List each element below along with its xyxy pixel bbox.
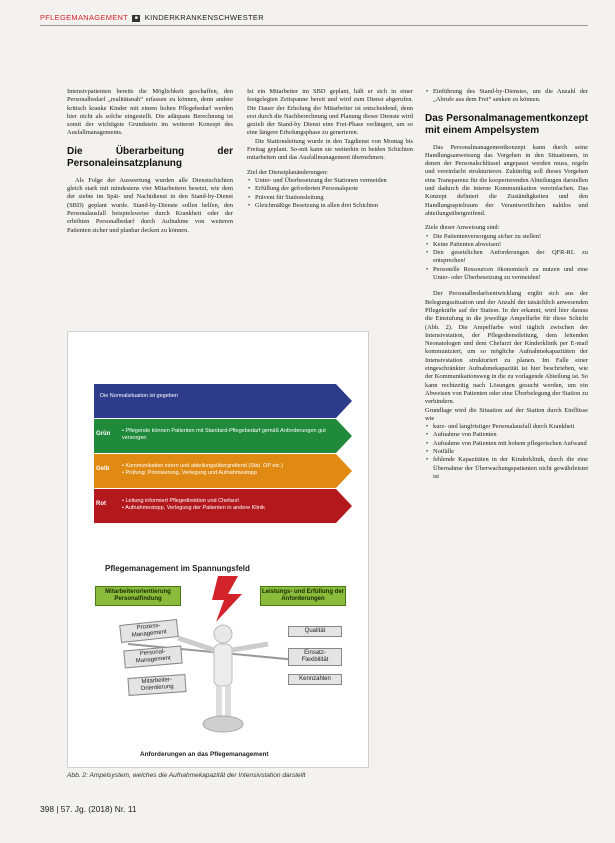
traffic-bar-blue: Die Normalsituation ist gegeben — [94, 384, 352, 418]
running-header — [40, 13, 264, 22]
list-item: • fehlende Kapazitäten in der Kinderklinik, durch die eine Übernahme der Überwachungspatienten nicht gewährleistet ist — [425, 456, 588, 481]
intro-paragraph: Intensivpatienten bereits die Möglichkeit geschaffen, den Personalbedarf „realitätsnah“ erfassen zu können, denn andere kritisch kranke Kinder mit einem hohen Pflegebedarf werden hier nicht als solche eingestellt. Die adäquate Berechnung ist somit der wichtigste Grundstein im weiteren Konzept des Ausfallmanagements. — [67, 88, 233, 137]
header-rule — [40, 25, 588, 26]
goals-intro: Ziele dieser Anweisung sind: — [425, 224, 500, 232]
list-item: • kurz- und langfristiger Personalausfall durch Krankheit — [425, 423, 588, 431]
column-1 — [67, 88, 233, 235]
list-item: • Gleichmäßige Besetzung in allen drei Schichten — [247, 202, 413, 210]
column-2 — [247, 88, 413, 210]
goals-intro: Ziel der Dienstplanänderungen: — [247, 168, 328, 176]
sign-prozess-management: Prozess-Management — [119, 619, 179, 643]
level-label: Rot — [96, 501, 106, 507]
factors-list — [425, 423, 588, 481]
list-item: • Keine Patienten abweisen! — [425, 241, 588, 249]
body-paragraph: Als Folge der Auswertung wurden alle Dienstschichten gleich stark mit mindestens vier Mitarbeitern besetzt, wie dem der siebte im Spät- und Nachtdienst in den Stand-by-Dienst (SBD) geplant wurde. Stand-by-Dienste sollen helfen, den Personalausfall beispielsweise durch Krankheit oder der erhöhten Personalbedarf durch Aufnahme von weiteren Patienten sicher und planbar decken zu können. — [67, 176, 233, 234]
sign-mitarbeiter-orientierung: Mitarbeiter-Orientierung — [127, 674, 186, 696]
traffic-light-figure — [67, 331, 369, 768]
page-footer: 398 | 57. Jg. (2018) Nr. 11 — [40, 804, 137, 814]
list-item: • Notfälle — [425, 448, 588, 456]
top-bullets — [425, 88, 588, 105]
sign-einsatz-flexibilitaet: Einsatz-Flexibilität — [288, 648, 342, 666]
column-3 — [425, 88, 588, 481]
traffic-bar-green: Grün • Pflegende können Patienten mit Standard-Pflegebedarf gemäß Anforderungen gut versorgen — [94, 419, 352, 453]
level-label: Gelb — [96, 466, 110, 472]
traffic-bar-yellow: Gelb • Kommunikation intern und abteilungsübergreifend (Stat. OP etc.) • Prüfung: Priorisierung, Verlegung und Aufnahmestopp — [94, 454, 352, 488]
figure-bottom-label: Anforderungen an das Pflegemanagement — [140, 751, 269, 758]
list-item: • Die Patientenversorgung sicher zu stellen! — [425, 233, 588, 241]
sign-personal-management: Personal-Management — [123, 646, 182, 669]
subsection-label: KINDERKRANKENSCHWESTER — [144, 13, 264, 22]
traffic-bar-red: Rot • Leitung informiert Pflegedirektion und Chefarzt • Aufnahmestopp, Verlegung der Patienten in andere Klinik — [94, 489, 352, 523]
section-heading-personalmanagement: Das Personalmanagementkonzept mit einem Ampelsystem — [425, 112, 588, 136]
section-separator-icon: ■ — [132, 15, 140, 22]
goals-list — [247, 177, 413, 210]
body-paragraph: Die Stationsleitung wurde in den Tagdienst von Montag bis Freitag geplant. So-mit kann sie weiterhin in beiden Schichten mitarbeiten und das Ausfallmanagement übernehmen. — [247, 137, 413, 162]
body-paragraph: Der Personalbedarfsentwicklung ergibt sich aus der Belegungssituation und der Anzahl der tatsächlich anwesenden Pflegekräfte auf der Station. In der erkannt, wird hier daraus die Einstufung in die jeweilige Ampelfarbe für diese Schicht (Abb. 2). Die Ampelfarbe wird täglich zwischen der Intensivstation, der Pflegedienstleitung, dem leitenden Neonatologen und dem Chefarzt der Kinderklinik per E-mail kommuniziert, um so mögliche Aufnahmekapazitäten der Intensivstation strukturiert zu planen. Im Falle einer eingeschränkter Aufnahmekapazität ist hier beschrieben, wie der Kommunikationsweg in die zu vorlagende Abteilung ist. So kann rechtzeitig nach Lösungen gesucht werden, um ein Abweisen von Patienten oder eine Überbelegung der Station zu verhindern. — [425, 290, 588, 406]
left-requirement-box: Mitarbeiterorientierung Personalfindung — [95, 586, 181, 606]
factors-intro: Grundlage wird die Situation auf der Station durch Einflüsse wie — [425, 406, 588, 422]
list-item: • Aufnahme von Patienten — [425, 431, 588, 439]
body-paragraph: Das Personalmanagementkonzept kann durch seine Handlungsanweisung das Vorgehen in den Situationen, in denen der Personalschlüssel angepasst werden muss, regeln und vereinfacht strukturieren. Zukünftig soll dieses Vorgehen eine Transparenz für die kooperierenden Abteilungen darstellen und dadurch die interne Kommunikation vereinfachen. Das Konzept definiert die Zuständigkeiten und den Handlungsspielraum der Verantwortlichen nahtlos und abteilungsübergreifend. — [425, 143, 588, 217]
list-item: • Unter- und Überbesetzung der Stationen vermeiden — [247, 177, 413, 185]
sign-qualitaet: Qualität — [288, 626, 342, 637]
section-label: PFLEGEMANAGEMENT — [40, 13, 129, 22]
list-item: • Aufnahme von Patienten mit hohem pflegerischen Aufwand — [425, 440, 588, 448]
level-label: Grün — [96, 431, 111, 437]
figure-title: Pflegemanagement im Spannungsfeld — [105, 564, 250, 573]
list-item: • Erfüllung der geforderten Personalquote — [247, 185, 413, 193]
section-heading-ueberarbeitung: Die Überarbeitung der Personaleinsatzplanung — [67, 145, 233, 169]
figure-caption: Abb. 2: Ampelsystem, welches die Aufnahmekapazität der Intensivstation darstellt — [67, 772, 306, 779]
list-item: • Prävent für Stationsleitung — [247, 194, 413, 202]
list-item: • Den gesetzlichen Anforderungen der QFR-RL zu entsprechen! — [425, 249, 588, 266]
sign-kennzahlen: Kennzahlen — [288, 674, 342, 685]
list-item: • Einführung des Stand-by-Dienstes, um die Anzahl der „Abrufe aus dem Frei“ senken zu können. — [425, 88, 588, 105]
body-paragraph: Ist ein Mitarbeiter im SBD geplant, hält er sich in einer festgelegten Zeitspanne bereit und wird zum Dienst abgerufen. Die Dauer der Erholung der Mitarbeiter ist entscheidend, denn erst durch die Nachberechnung und Planung dieser Dienste wird gezielt der Stand-by Dienst eine Frei-Phase verlängert, um so eine längere Erholungsphase zu generieren. — [247, 88, 413, 137]
right-requirement-box: Leistungs- und Erfüllung der Anforderungen — [260, 586, 346, 606]
goals-list — [425, 233, 588, 283]
list-item: • Personelle Ressourcen ökonomisch zu nutzen und eine Unter- oder Überbesetzung zu vermeiden! — [425, 266, 588, 283]
